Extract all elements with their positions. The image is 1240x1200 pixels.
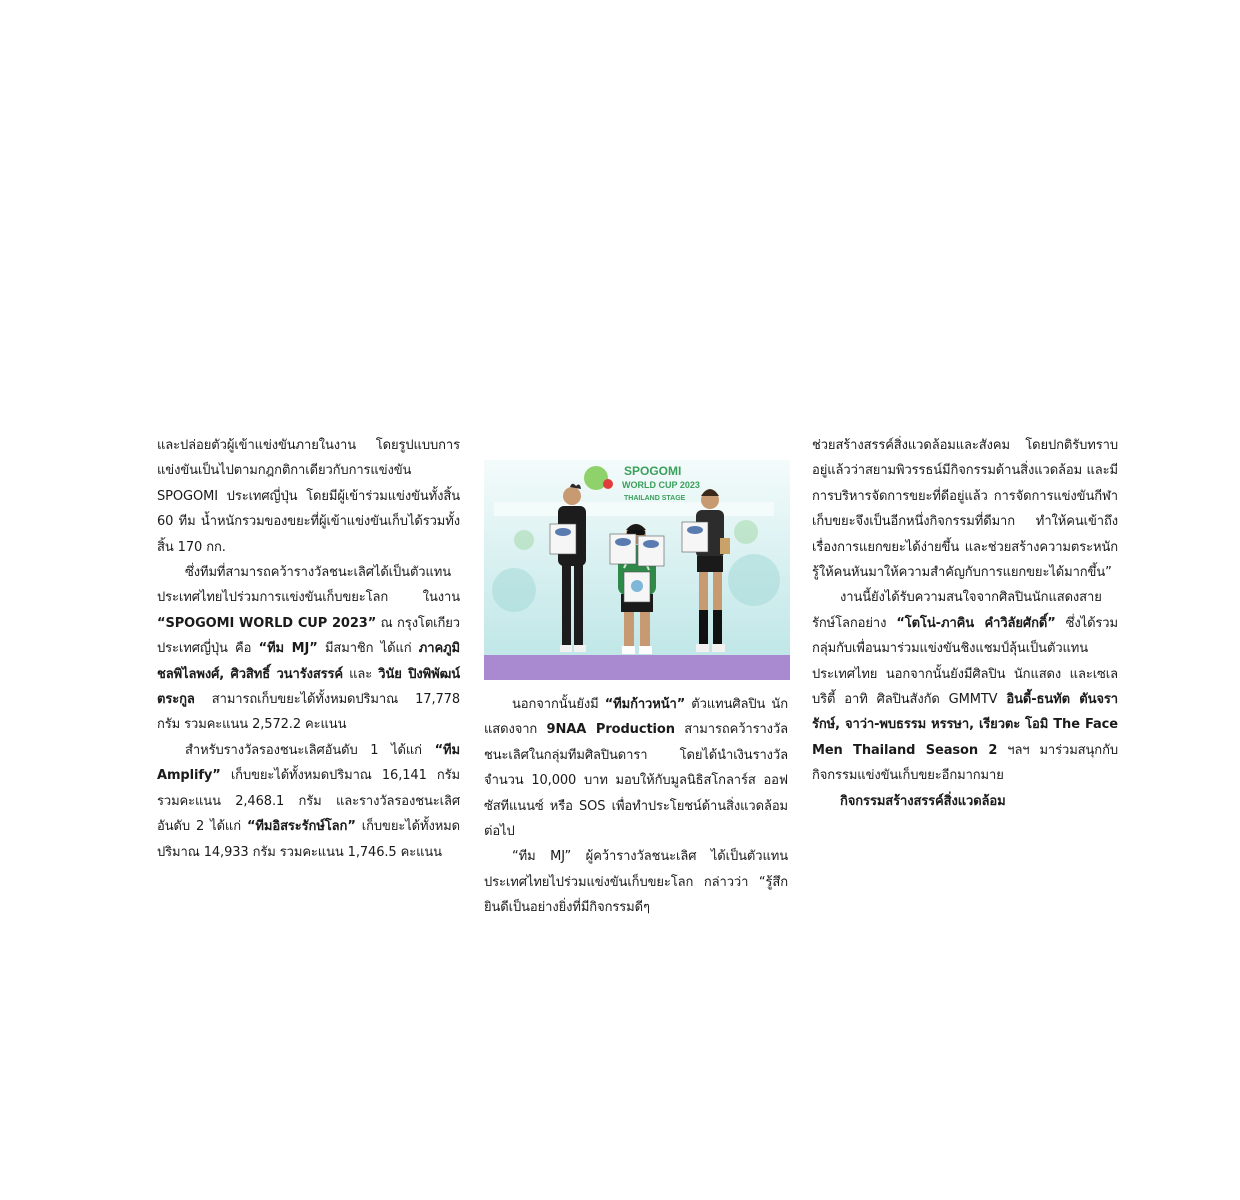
- sponsor-strip: [494, 502, 774, 516]
- banner-stage: THAILAND STAGE: [624, 495, 686, 502]
- bold-run: วินัย ปิงพิพัฒน์ตระกูล: [157, 666, 461, 708]
- text-run: ตัวแทนศิลปิน นักแสดงจาก: [484, 697, 788, 738]
- paragraph: [157, 738, 460, 865]
- article-column-2: [484, 692, 788, 921]
- bold-run: “ทีม MJ”: [258, 641, 318, 657]
- bold-run: “ทีมอิสระรักษ์โลก”: [246, 819, 356, 835]
- text-run: ฯลฯ มาร่วมสนุกกับกิจกรรมแข่งขันเก็บขยะอีกมากมาย: [812, 742, 1118, 784]
- event-photo: [484, 460, 790, 680]
- paragraph: [484, 692, 788, 844]
- banner-subtitle: WORLD CUP 2023: [622, 480, 700, 490]
- text-run: เก็บขยะได้ทั้งหมดปริมาณ 16,141 กรัม รวมคะแนน 2,468.1 กรัม และรางวัลรองชนะเลิศอันดับ 2 ได้แก่: [157, 768, 460, 835]
- bold-run: “SPOGOMI WORLD CUP 2023”: [157, 615, 377, 631]
- bold-run: “ทีมก้าวหน้า”: [604, 697, 686, 712]
- text-run: และ: [343, 666, 379, 682]
- stage-floor: [484, 655, 790, 680]
- paragraph: [157, 560, 460, 738]
- bold-run: “โตโน่-ภาคิน คำวิลัยศักดิ์”: [896, 615, 1056, 631]
- paragraph: และปล่อยตัวผู้เข้าแข่งขันภายในงาน โดยรูปแบบการแข่งขันเป็นไปตามกฎกติกาเดียวกับการแข่งขัน SPOGOMI ประเทศญี่ปุ่น โดยมีผู้เข้าร่วมแข่งขันทั้งสิ้น 60 ทีม น้ำหนักรวมของขยะที่ผู้เข้าแข่งขันเก็บได้รวมทั้งสิ้น 170 กก.: [157, 438, 460, 555]
- article-column-3: [812, 433, 1118, 814]
- bold-run: “ทีม Amplify”: [157, 742, 460, 784]
- bold-run: ภาคภูมิ ชลพิไลพงศ์, ศิวสิทธิ์ วนารังสรรค์: [157, 641, 460, 682]
- text-run: ซึ่งได้รวมกลุ่มกับเพื่อนมาร่วมแข่งขันชิงแชมป์ลุ้นเป็นตัวแทนประเทศไทย นอกจากนั้นยังมีศิลปิน นักแสดง และเซเลบริตี้ อาทิ ศิลปินสังกัด GMMTV: [812, 615, 1118, 708]
- photo-illustration: [484, 460, 790, 680]
- text-run: สามารถเก็บขยะได้ทั้งหมดปริมาณ 17,778 กรัม รวมคะแนน 2,572.2 คะแนน: [157, 692, 460, 733]
- text-run: ณ กรุงโตเกียว ประเทศญี่ปุ่น คือ: [157, 615, 460, 657]
- paragraph: [812, 585, 1118, 788]
- text-run: นอกจากนั้นยังมี: [512, 697, 605, 712]
- text-run: มีสมาชิก ได้แก่: [317, 641, 419, 657]
- text-run: เก็บขยะได้ทั้งหมดปริมาณ 14,933 กรัม รวมคะแนน 1,746.5 คะแนน: [157, 819, 460, 860]
- banner-title: SPOGOMI: [624, 464, 682, 478]
- text-run: สำหรับรางวัลรองชนะเลิศอันดับ 1 ได้แก่: [185, 742, 435, 758]
- paragraph: “ทีม MJ” ผู้คว้ารางวัลชนะเลิศ ได้เป็นตัวแทนประเทศไทยไปร่วมแข่งขันเก็บขยะโลก กล่าวว่า “รู้สึกยินดีเป็นอย่างยิ่งที่มีกิจกรรมดีๆ: [484, 849, 788, 916]
- bold-run: อินดี้-ธนทัต ตันจรารักษ์, จาว่า-พบธรรม หรรษา, เรียวตะ โอมิ The Face Men Thailand Season 2: [812, 692, 1118, 758]
- section-subheading: กิจกรรมสร้างสรรค์สิ่งแวดล้อม: [840, 793, 1006, 809]
- paragraph: ช่วยสร้างสรรค์สิ่งแวดล้อมและสังคม โดยปกติรับทราบอยู่แล้วว่าสยามพิวรรธน์มีกิจกรรมด้านสิ่งแวดล้อม และมีการบริหารจัดการขยะที่ดีอยู่แล้ว การจัดการแข่งขันกีฬาเก็บขยะจึงเป็นอีกหนึ่งกิจกรรมที่ดีมาก ทำให้คนเข้าถึงเรื่องการแยกขยะได้ง่ายขึ้น และช่วยสร้างความตระหนักรู้ให้คนหันมาให้ความสำคัญกับการแยกขยะได้มากขึ้น”: [812, 438, 1118, 581]
- article-column-1: [157, 433, 460, 865]
- text-run: สามารถคว้ารางวัลชนะเลิศในกลุ่มทีมศิลปินดารา โดยได้นำเงินรางวัลจำนวน 10,000 บาท มอบให้กับมูลนิธิสโกลาร์ส ออฟ ซัสทีแนนซ์ หรือ SOS เพื่อทำประโยชน์ด้านสิ่งแวดล้อมต่อไป: [484, 722, 788, 840]
- text-run: ซึ่งทีมที่สามารถคว้ารางวัลชนะเลิศได้เป็นตัวแทนประเทศไทยไปร่วมการแข่งขันเก็บขยะโลก ในงาน: [157, 565, 460, 606]
- bold-run: 9NAA Production: [546, 722, 675, 738]
- text-run: งานนี้ยังได้รับความสนใจจากศิลปินนักแสดงสายรักษ์โลกอย่าง: [812, 590, 1102, 631]
